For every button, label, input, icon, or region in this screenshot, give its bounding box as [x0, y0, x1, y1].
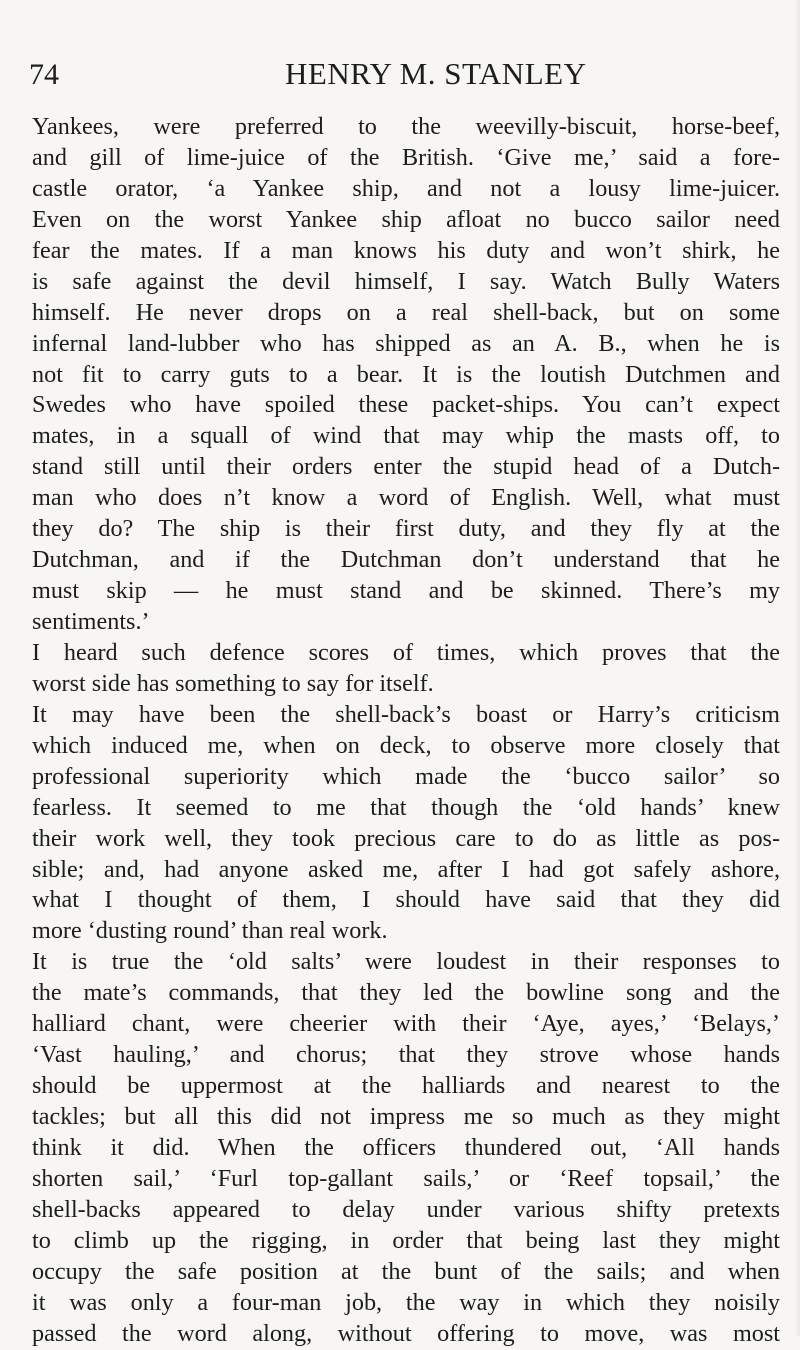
- text-line: is safe against the devil himself, I say. Watch Bully Waters: [32, 267, 780, 295]
- text-line: himself. He never drops on a real shell-back, but on some: [32, 298, 780, 326]
- text-line: I heard such defence scores of times, which proves that the: [32, 638, 780, 666]
- text-line: and gill of lime-juice of the British. ‘Give me,’ said a fore-: [32, 143, 780, 171]
- page-number: 74: [29, 58, 59, 91]
- text-line: Swedes who have spoiled these packet-ships. You can’t expect: [32, 391, 780, 419]
- page-edge-shadow: [794, 0, 800, 1336]
- text-line: think it did. When the officers thundered out, ‘All hands: [32, 1133, 780, 1161]
- text-line: shell-backs appeared to delay under various shifty pretexts: [32, 1195, 780, 1223]
- text-line: must skip — he must stand and be skinned. There’s my: [32, 577, 780, 605]
- text-line: professional superiority which made the ‘bucco sailor’ so: [32, 762, 780, 790]
- text-line: passed the word along, without offering to move, was most: [32, 1319, 780, 1347]
- text-line: Even on the worst Yankee ship afloat no bucco sailor need: [32, 205, 780, 233]
- body-text: [32, 112, 780, 1350]
- text-line: tackles; but all this did not impress me so much as they might: [32, 1103, 780, 1130]
- text-line: occupy the safe position at the bunt of the sails; and when: [32, 1257, 780, 1285]
- text-line: sentiments.’: [32, 608, 150, 635]
- text-line: shorten sail,’ ‘Furl top-gallant sails,’ or ‘Reef topsail,’ the: [32, 1164, 780, 1192]
- text-line: not fit to carry guts to a bear. It is the loutish Dutchmen and: [32, 360, 780, 388]
- text-line: man who does n’t know a word of English. Well, what must: [32, 484, 780, 512]
- text-line: halliard chant, were cheerier with their ‘Aye, ayes,’ ‘Belays,’: [32, 1010, 780, 1038]
- text-line: It is true the ‘old salts’ were loudest in their responses to: [32, 948, 780, 976]
- text-line: ‘Vast hauling,’ and chorus; that they strove whose hands: [32, 1041, 780, 1069]
- text-line: the mate’s commands, that they led the bowline song and the: [32, 979, 780, 1007]
- running-head: HENRY M. STANLEY: [285, 56, 587, 91]
- text-line: to climb up the rigging, in order that being last they might: [32, 1226, 780, 1254]
- text-line: It may have been the shell-back’s boast or Harry’s criticism: [32, 700, 780, 728]
- text-line: sible; and, had anyone asked me, after I had got safely ashore,: [32, 855, 780, 883]
- text-line: Dutchman, and if the Dutchman don’t understand that he: [32, 546, 780, 574]
- text-line: castle orator, ‘a Yankee ship, and not a lousy lime-juicer.: [32, 174, 780, 202]
- text-line: it was only a four-man job, the way in which they noisily: [32, 1288, 780, 1316]
- text-line: stand still until their orders enter the stupid head of a Dutch-: [32, 453, 780, 481]
- text-line: worst side has something to say for itself.: [32, 669, 434, 697]
- text-line: should be uppermost at the halliards and nearest to the: [32, 1072, 780, 1100]
- text-line: more ‘dusting round’ than real work.: [32, 917, 388, 945]
- text-line: what I thought of them, I should have said that they did: [32, 886, 780, 914]
- text-line: which induced me, when on deck, to observe more closely that: [32, 731, 780, 759]
- text-line: infernal land-lubber who has shipped as an A. B., when he is: [32, 329, 780, 357]
- text-line: their work well, they took precious care to do as little as pos-: [32, 824, 780, 852]
- text-line: Yankees, were preferred to the weevilly-biscuit, horse-beef,: [32, 113, 780, 140]
- text-line: fearless. It seemed to me that though the ‘old hands’ knew: [32, 793, 780, 821]
- text-line: fear the mates. If a man knows his duty and won’t shirk, he: [32, 236, 780, 264]
- text-line: they do? The ship is their first duty, and they fly at the: [32, 515, 780, 543]
- page-header: [29, 56, 789, 96]
- text-line: mates, in a squall of wind that may whip the masts off, to: [32, 422, 780, 450]
